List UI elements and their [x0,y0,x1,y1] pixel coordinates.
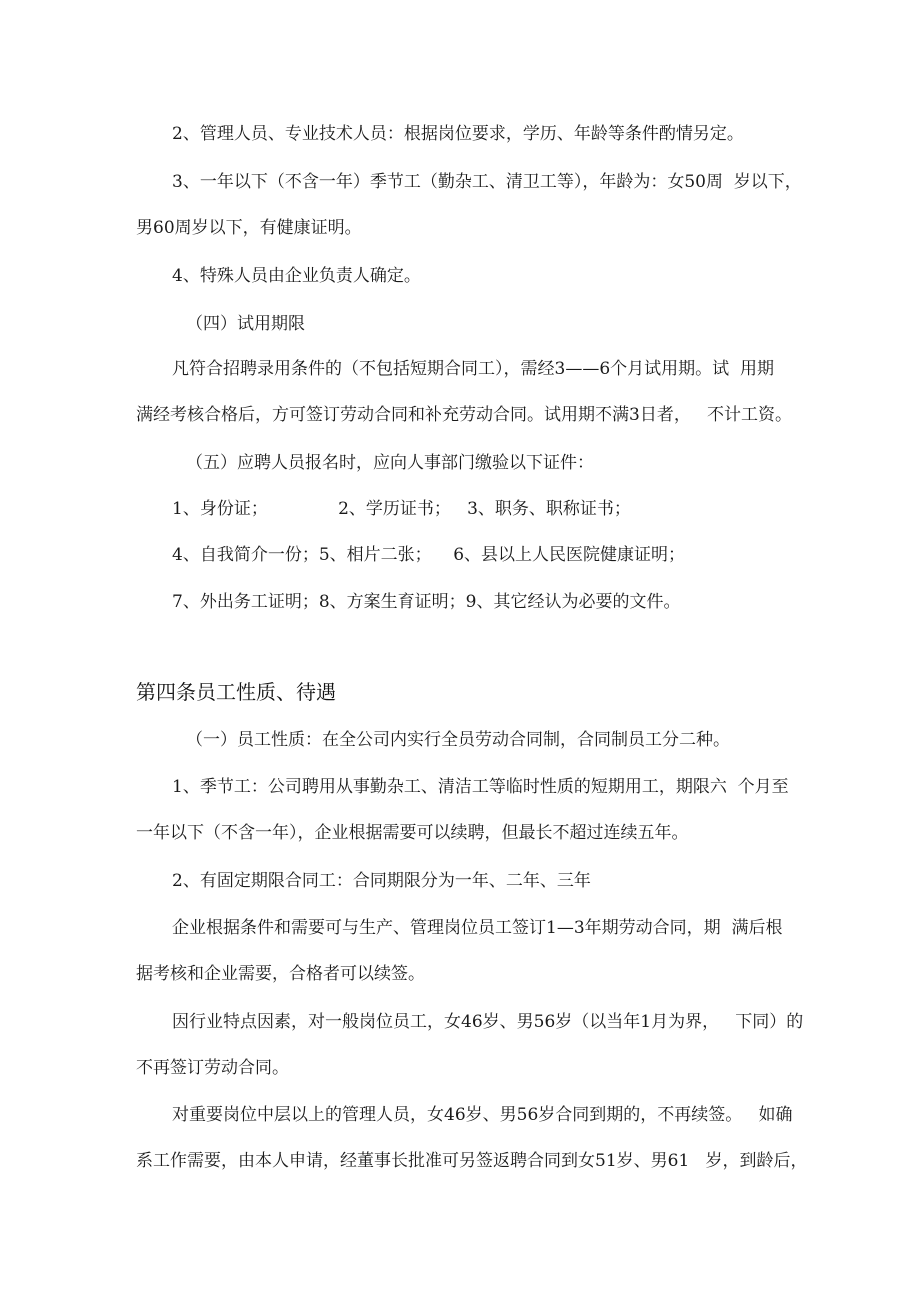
subsection-5-title: （五）应聘人员报名时，应向人事部门缴验以下证件： [186,453,594,473]
item-3-seasonal-workers-line1: 3、一年以下（不含一年）季节工（勤杂工、清卫工等），年龄为：女50周 岁以下， [172,172,802,192]
item-2-management-staff: 2、管理人员、专业技术人员：根据岗位要求，学历、年龄等条件酌情另定。 [172,124,744,144]
section-4-heading: 第四条员工性质、待遇 [136,680,336,704]
subsection-4-title: （四）试用期限 [186,314,305,334]
seasonal-worker-line1: 1、季节工：公司聘用从事勤杂工、清洁工等临时性质的短期用工，期限六 个月至 [172,777,789,797]
item-3-seasonal-workers-line2: 男60周岁以下，有健康证明。 [136,218,362,238]
documents-list-line1: 1、身份证； 2、学历证书； 3、职务、职称证书； [172,499,631,519]
management-renewal-line2: 系工作需要，由本人申请，经董事长批准可另签返聘合同到女51岁、男61 岁，到龄后， [136,1151,808,1171]
age-limit-paragraph-line1: 因行业特点因素，对一般岗位员工，女46岁、男56岁（以当年1月为界， 下同）的 [172,1012,804,1032]
fixed-term-contract-line: 2、有固定期限合同工：合同期限分为一年、二年、三年 [172,871,591,891]
age-limit-paragraph-line2: 不再签订劳动合同。 [136,1058,289,1078]
probation-paragraph-line2: 满经考核合格后，方可签订劳动合同和补充劳动合同。试用期不满3日者， 不计工资。 [136,405,793,425]
subsection-1-title: （一）员工性质：在全公司内实行全员劳动合同制，合同制员工分二种。 [186,730,730,750]
probation-paragraph-line1: 凡符合招聘录用条件的（不包括短期合同工），需经3——6个月试用期。试 用期 [172,359,774,379]
renewal-paragraph-line2: 据考核和企业需要，合格者可以续签。 [136,964,425,984]
management-renewal-line1: 对重要岗位中层以上的管理人员，女46岁、男56岁合同到期的，不再续签。 如确 [172,1105,793,1125]
documents-list-line3: 7、外出务工证明；8、方案生育证明；9、其它经认为必要的文件。 [172,592,681,612]
renewal-paragraph-line1: 企业根据条件和需要可与生产、管理岗位员工签订1—3年期劳动合同，期 满后根 [172,918,783,938]
item-4-special-personnel: 4、特殊人员由企业负责人确定。 [172,266,421,286]
documents-list-line2: 4、自我简介一份；5、相片二张； 6、县以上人民医院健康证明； [172,545,686,565]
seasonal-worker-line2: 一年以下（不含一年），企业根据需要可以续聘，但最长不超过连续五年。 [136,823,689,843]
